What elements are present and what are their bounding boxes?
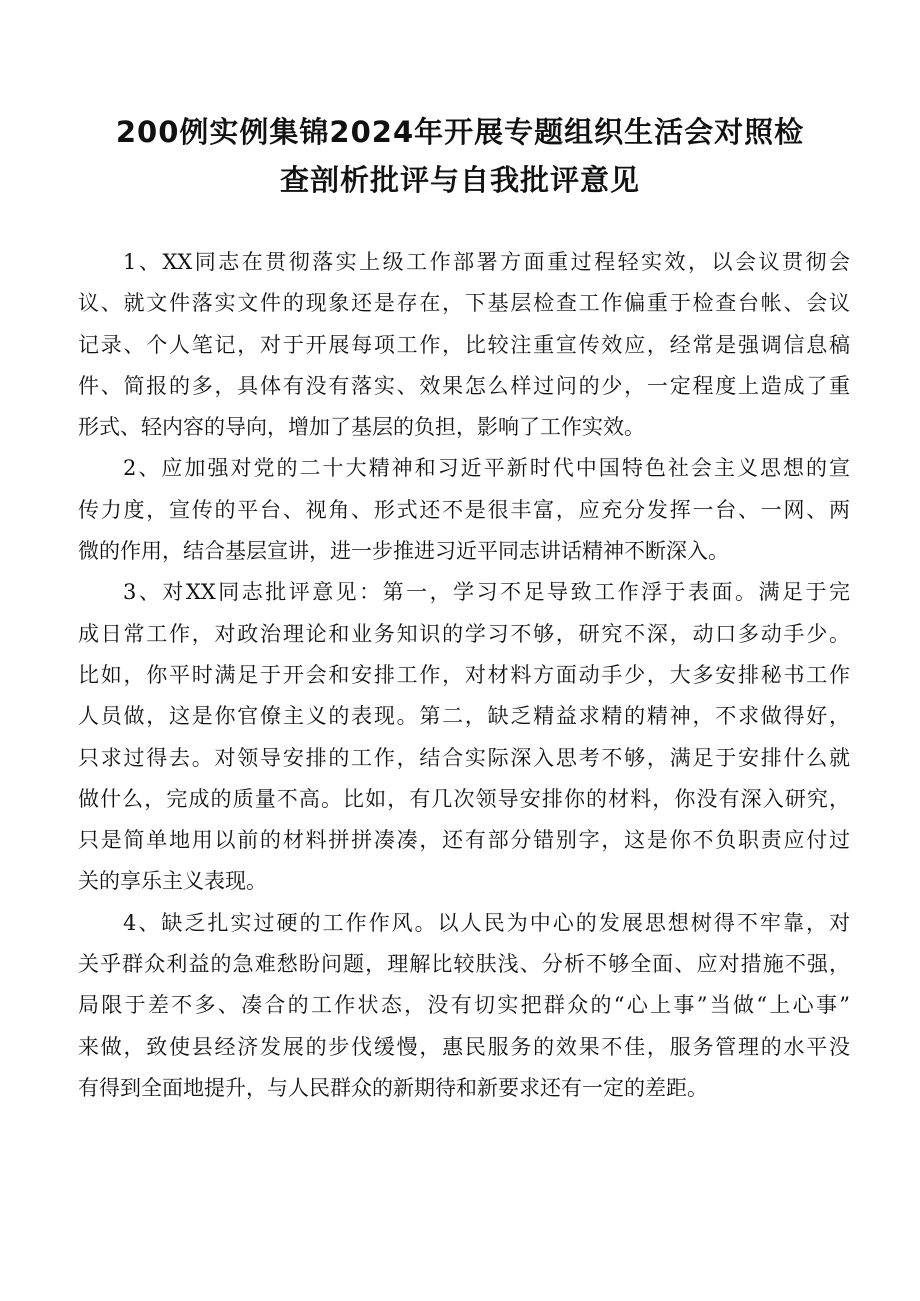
title-line: 查剖析批评与自我批评意见 bbox=[279, 163, 640, 197]
text-line: 关的享乐主义表现。 bbox=[78, 869, 267, 894]
text-line: 有得到全面地提升，与人民群众的新期待和新要求还有一定的差距。 bbox=[78, 1075, 708, 1100]
text-line: 比如，你平时满足于开会和安排工作，对材料方面动手少，大多安排秘书工作 bbox=[78, 662, 850, 687]
text-line: 只是简单地用以前的材料拼拼凑凑，还有部分错别字，这是你不负职责应付过 bbox=[78, 828, 850, 853]
paragraph-4 bbox=[78, 903, 850, 1109]
paragraph-2 bbox=[78, 448, 850, 572]
text-line: 传力度，宣传的平台、视角、形式还不是很丰富，应充分发挥一台、一网、两 bbox=[78, 497, 850, 522]
text-line: 4、缺乏扎实过硬的工作作风。以人民为中心的发展思想树得不牢靠，对 bbox=[123, 910, 850, 935]
paragraph-1 bbox=[78, 242, 850, 448]
text-line: 件、简报的多，具体有没有落实、效果怎么样过问的少，一定程度上造成了重 bbox=[78, 373, 850, 398]
text-line: 记录、个人笔记，对于开展每项工作，比较注重宣传效应，经常是强调信息稿 bbox=[78, 332, 850, 357]
text-line: 局限于差不多、凑合的工作状态，没有切实把群众的“心上事”当做“上心事” bbox=[78, 993, 850, 1018]
title-line: 200例实例集锦2024年开展专题组织生活会对照检 bbox=[115, 115, 805, 149]
document-title bbox=[60, 108, 860, 204]
text-line: 做什么，完成的质量不高。比如，有几次领导安排你的材料，你没有深入研究， bbox=[78, 786, 850, 811]
text-line: 议、就文件落实文件的现象还是存在，下基层检查工作偏重于检查台帐、会议 bbox=[78, 291, 850, 316]
text-line: 3、对XX同志批评意见：第一，学习不足导致工作浮于表面。满足于完 bbox=[123, 580, 850, 605]
text-line: 1、XX同志在贯彻落实上级工作部署方面重过程轻实效，以会议贯彻会 bbox=[123, 250, 850, 274]
text-line: 来做，致使县经济发展的步伐缓慢，惠民服务的效果不佳，服务管理的水平没 bbox=[78, 1034, 850, 1059]
text-line: 关乎群众利益的急难愁盼问题，理解比较肤浅、分析不够全面、应对措施不强， bbox=[78, 952, 850, 977]
text-line: 微的作用，结合基层宣讲，进一步推进习近平同志讲话精神不断深入。 bbox=[78, 539, 729, 564]
paragraph-3 bbox=[78, 572, 850, 902]
text-line: 人员做，这是你官僚主义的表现。第二，缺乏精益求精的精神，不求做得好， bbox=[78, 704, 850, 729]
text-line: 成日常工作，对政治理论和业务知识的学习不够，研究不深，动口多动手少。 bbox=[78, 621, 850, 646]
text-line: 形式、轻内容的导向，增加了基层的负担，影响了工作实效。 bbox=[78, 415, 645, 440]
text-line: 2、应加强对党的二十大精神和习近平新时代中国特色社会主义思想的宣 bbox=[123, 456, 850, 481]
document-body bbox=[78, 242, 850, 1109]
text-line: 只求过得去。对领导安排的工作，结合实际深入思考不够，满足于安排什么就 bbox=[78, 745, 850, 770]
